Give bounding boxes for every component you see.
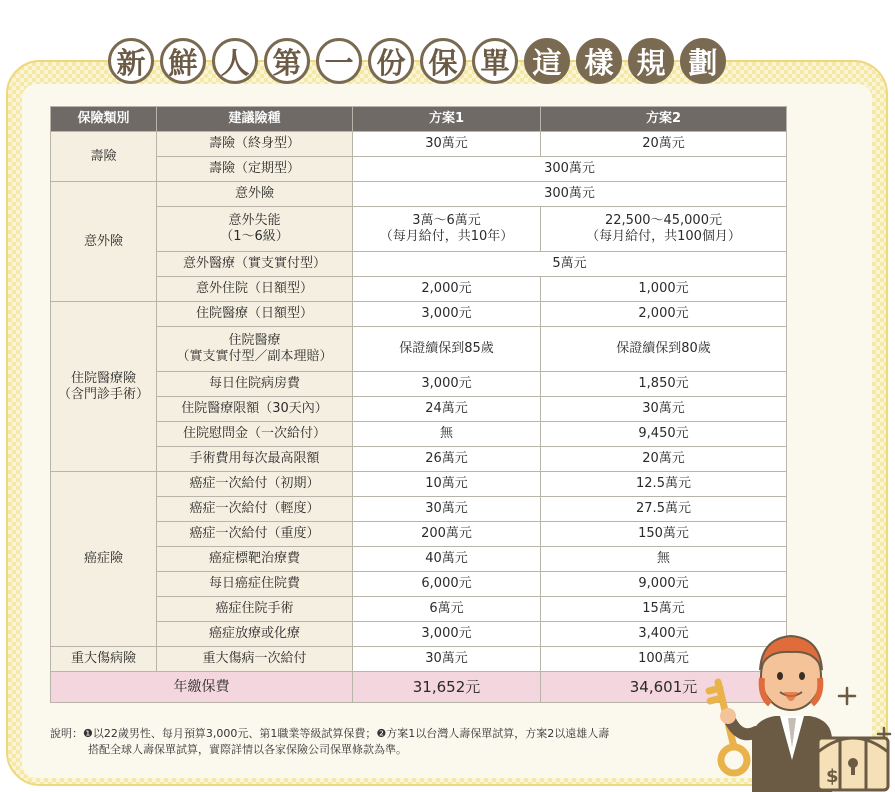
merged-plan-cell: 300萬元 [353,182,787,207]
title-char: 人 [212,38,258,84]
title-char: 保 [420,38,466,84]
item-cell: 每日癌症住院費 [157,572,353,597]
svg-text:$: $ [826,766,839,787]
plan1-cell: 10萬元 [353,472,541,497]
table-row [51,132,787,157]
merged-plan-cell: 5萬元 [353,252,787,277]
table-row [51,397,787,422]
plan2-cell: 3,400元 [541,622,787,647]
table-row [51,547,787,572]
category-cell-line: （含門診手術） [57,386,149,402]
plan1-cell: 200萬元 [353,522,541,547]
category-cell: 重大傷病險 [51,647,157,672]
plan2-cell: 1,850元 [541,372,787,397]
total-row [51,672,787,703]
table-row [51,207,787,252]
plan1-cell: 保證續保到85歲 [353,327,541,372]
table-row [51,277,787,302]
plan1-cell: 40萬元 [353,547,541,572]
category-cell: 壽險 [51,132,157,182]
item-cell: 住院醫療（日額型） [157,302,353,327]
plan2-cell: 20萬元 [541,132,787,157]
plan1-cell-line: 3萬～6萬元 [412,213,481,228]
plus-sparkle-icon [839,688,890,740]
item-cell: 癌症住院手術 [157,597,353,622]
treasure-chest-icon [818,738,888,790]
header-plan1: 方案1 [353,107,541,132]
category-cell [51,302,157,472]
item-cell-line: 住院醫療 [228,333,281,348]
plan2-cell: 30萬元 [541,397,787,422]
item-cell: 意外險 [157,182,353,207]
header-category: 保險類別 [51,107,157,132]
item-cell-line: 意外失能 [228,213,281,228]
footnote [50,726,690,758]
plan1-cell: 26萬元 [353,447,541,472]
plan2-cell: 9,450元 [541,422,787,447]
item-cell: 意外住院（日額型） [157,277,353,302]
item-cell-line: （實支實付型／副本理賠） [176,349,333,364]
item-cell: 每日住院病房費 [157,372,353,397]
item-cell: 壽險（終身型） [157,132,353,157]
footnote-line-2: 搭配全球人壽保單試算，實際詳情以各家保險公司保單條款為準。 [88,743,407,756]
total-label: 年繳保費 [51,672,353,703]
table-row [51,157,787,182]
plan1-cell: 24萬元 [353,397,541,422]
merged-plan-cell: 300萬元 [353,157,787,182]
table-row [51,647,787,672]
plan2-cell: 無 [541,547,787,572]
plan2-cell: 100萬元 [541,647,787,672]
table-row [51,597,787,622]
title-char: 份 [368,38,414,84]
total-plan2: 34,601元 [541,672,787,703]
man-with-key-illustration [700,620,895,792]
plan2-cell: 9,000元 [541,572,787,597]
item-cell-line: （1～6級） [220,229,289,244]
category-cell: 癌症險 [51,472,157,647]
title-char: 一 [316,38,362,84]
table-row [51,572,787,597]
category-cell: 意外險 [51,182,157,302]
table-header-row [51,107,787,132]
item-cell: 癌症一次給付（重度） [157,522,353,547]
title-char-highlight: 劃 [680,38,726,84]
item-cell: 癌症標靶治療費 [157,547,353,572]
item-cell: 意外醫療（實支實付型） [157,252,353,277]
title-char-highlight: 這 [524,38,570,84]
plan2-cell [541,207,787,252]
title-char: 鮮 [160,38,206,84]
item-cell: 重大傷病一次給付 [157,647,353,672]
plan1-cell: 30萬元 [353,132,541,157]
plan2-cell: 2,000元 [541,302,787,327]
table-row [51,327,787,372]
page-title [108,38,726,94]
plan2-cell: 保證續保到80歲 [541,327,787,372]
table-row [51,522,787,547]
header-plan2: 方案2 [541,107,787,132]
item-cell: 住院慰問金（一次給付） [157,422,353,447]
plan2-cell: 15萬元 [541,597,787,622]
item-cell [157,327,353,372]
plan2-cell-line: 22,500～45,000元 [605,213,722,228]
title-char-highlight: 樣 [576,38,622,84]
table-row [51,252,787,277]
title-char-highlight: 規 [628,38,674,84]
plan1-cell: 3,000元 [353,302,541,327]
plan1-cell: 6萬元 [353,597,541,622]
table-row [51,422,787,447]
table-row [51,622,787,647]
plan2-cell: 20萬元 [541,447,787,472]
total-plan1: 31,652元 [353,672,541,703]
plan2-cell: 12.5萬元 [541,472,787,497]
item-cell: 壽險（定期型） [157,157,353,182]
table-row [51,472,787,497]
plan1-cell [353,207,541,252]
table-row [51,447,787,472]
table-row [51,182,787,207]
insurance-plan-table [50,106,787,703]
table-row [51,497,787,522]
item-cell: 癌症一次給付（初期） [157,472,353,497]
plan2-cell: 27.5萬元 [541,497,787,522]
plan1-cell: 3,000元 [353,372,541,397]
plan2-cell: 1,000元 [541,277,787,302]
table-row [51,302,787,327]
item-cell: 手術費用每次最高限額 [157,447,353,472]
plan2-cell: 150萬元 [541,522,787,547]
plan1-cell: 3,000元 [353,622,541,647]
item-cell [157,207,353,252]
header-item: 建議險種 [157,107,353,132]
title-char: 單 [472,38,518,84]
item-cell: 癌症一次給付（輕度） [157,497,353,522]
plan1-cell: 6,000元 [353,572,541,597]
item-cell: 住院醫療限額（30天內） [157,397,353,422]
plan1-cell: 30萬元 [353,647,541,672]
plan1-cell: 30萬元 [353,497,541,522]
title-char: 新 [108,38,154,84]
title-char: 第 [264,38,310,84]
footnote-line-1: 說明：❶以22歲男性、每月預算3,000元、第1職業等級試算保費；❷方案1以台灣人壽保單試算，方案2以遠雄人壽 [50,727,610,740]
item-cell: 癌症放療或化療 [157,622,353,647]
table-row [51,372,787,397]
plan1-cell-line: （每月給付，共10年） [379,229,514,244]
plan2-cell-line: （每月給付，共100個月） [586,229,741,244]
plan1-cell: 2,000元 [353,277,541,302]
plan1-cell: 無 [353,422,541,447]
category-cell-line: 住院醫療險 [70,370,136,386]
